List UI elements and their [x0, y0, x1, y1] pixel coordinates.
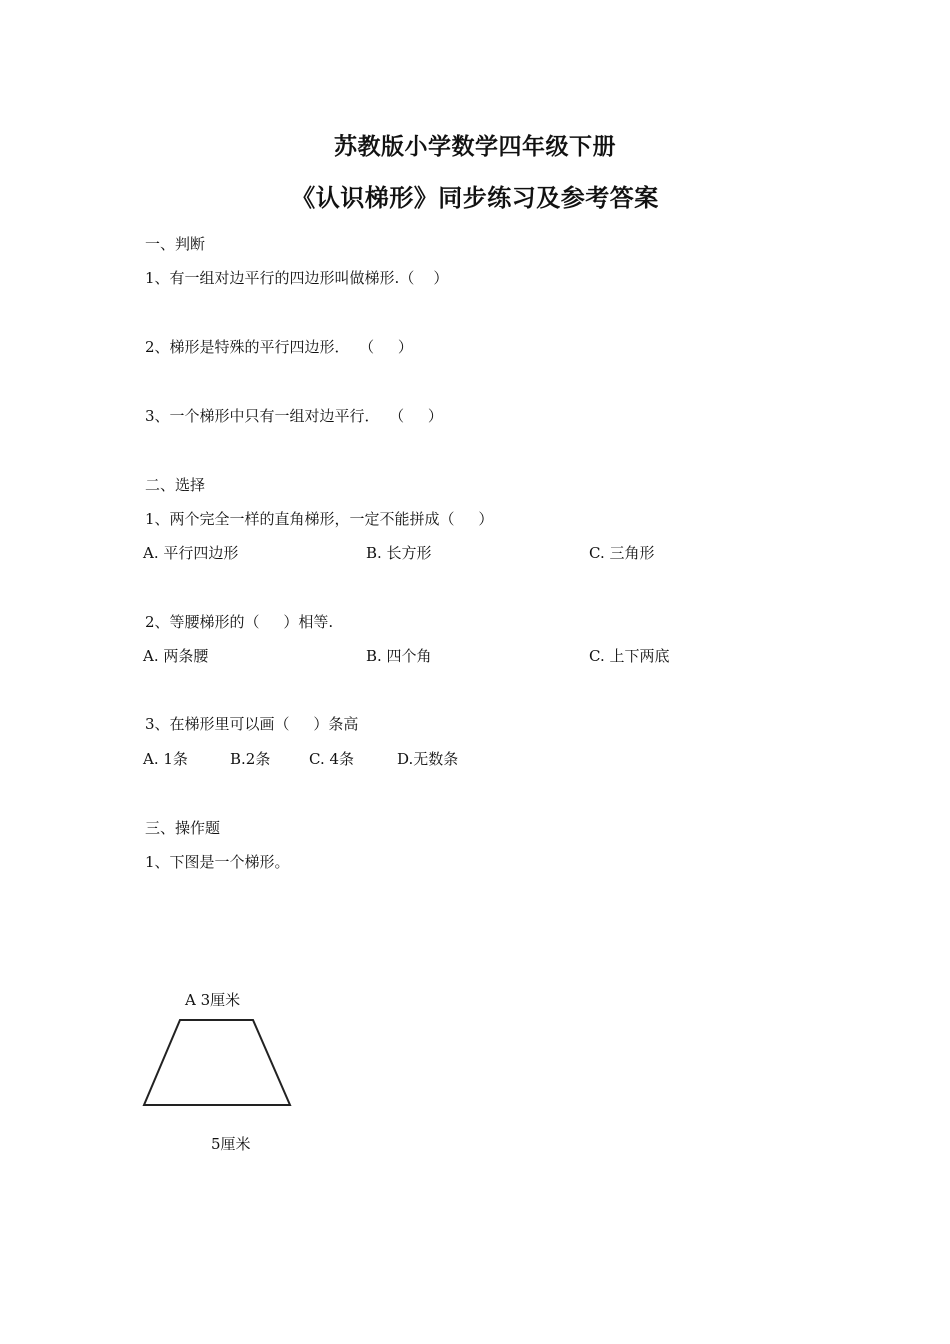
choice-question-1: 1、两个完全一样的直角梯形，一定不能拼成（ ） — [145, 510, 494, 528]
judgement-question-3: 3、一个梯形中只有一组对边平行． （ ） — [145, 407, 443, 425]
page-subtitle: 《认识梯形》同步练习及参考答案 — [291, 184, 659, 212]
choice-1-option-a: A. 平行四边形 — [143, 544, 239, 562]
judgement-question-1: 1、有一组对边平行的四边形叫做梯形.（ ） — [145, 269, 449, 287]
choice-2-option-a: A. 两条腰 — [143, 647, 209, 665]
choice-1-option-b: B. 长方形 — [366, 544, 432, 562]
choice-3-option-d: D.无数条 — [397, 750, 459, 768]
choice-question-3: 3、在梯形里可以画（ ）条高 — [145, 715, 359, 733]
section-heading-choice: 二、选择 — [145, 476, 206, 494]
choice-3-option-b: B.2条 — [230, 750, 271, 768]
page-title: 苏教版小学数学四年级下册 — [334, 134, 616, 160]
section-heading-judgement: 一、判断 — [145, 235, 206, 253]
choice-3-option-a: A. 1条 — [143, 750, 188, 768]
section-heading-operation: 三、操作题 — [145, 819, 221, 837]
choice-1-option-c: C. 三角形 — [589, 544, 655, 562]
trapezoid-shape — [144, 1020, 290, 1105]
judgement-question-2: 2、梯形是特殊的平行四边形． （ ） — [145, 338, 413, 356]
choice-3-option-c: C. 4条 — [309, 750, 355, 768]
choice-2-option-c: C. 上下两底 — [589, 647, 670, 665]
choice-2-option-b: B. 四个角 — [366, 647, 432, 665]
choice-question-2: 2、等腰梯形的（ ）相等. — [145, 613, 334, 631]
trapezoid-top-label: A 3厘米 — [185, 991, 241, 1009]
trapezoid-bottom-label: 5厘米 — [211, 1135, 251, 1153]
trapezoid-figure — [140, 1012, 300, 1112]
operation-question-1: 1、下图是一个梯形。 — [145, 853, 290, 871]
